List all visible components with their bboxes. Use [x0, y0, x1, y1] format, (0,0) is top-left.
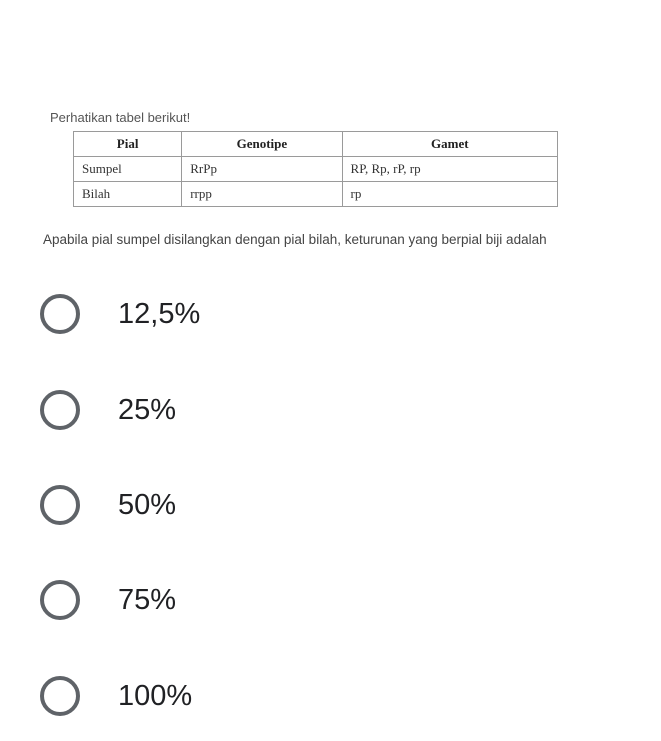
question-intro: Perhatikan tabel berikut!: [50, 110, 191, 125]
option-3[interactable]: [40, 477, 600, 533]
option-label: 50%: [118, 488, 177, 521]
option-4[interactable]: [40, 572, 600, 628]
table-header-gamet: Gamet: [342, 132, 557, 157]
option-label: 25%: [118, 393, 177, 426]
radio-button[interactable]: [40, 580, 80, 620]
option-5[interactable]: [40, 668, 600, 724]
option-2[interactable]: [40, 382, 600, 438]
table-cell: RP, Rp, rP, rp: [342, 157, 557, 182]
option-1[interactable]: [40, 286, 600, 342]
table-cell: RrPp: [182, 157, 342, 182]
radio-button[interactable]: [40, 485, 80, 525]
table-header-row: [74, 132, 558, 157]
option-label: 12,5%: [118, 297, 201, 330]
radio-button[interactable]: [40, 390, 80, 430]
table-row: [74, 157, 558, 182]
table-cell: Sumpel: [74, 157, 182, 182]
genetics-table: [73, 131, 558, 207]
radio-button[interactable]: [40, 294, 80, 334]
table-row: [74, 182, 558, 207]
table-cell: rrpp: [182, 182, 342, 207]
question-text: Apabila pial sumpel disilangkan dengan pial bilah, keturunan yang berpial biji adalah: [43, 232, 547, 247]
radio-button[interactable]: [40, 676, 80, 716]
table-header-genotipe: Genotipe: [182, 132, 342, 157]
option-label: 100%: [118, 679, 193, 712]
table-cell: Bilah: [74, 182, 182, 207]
option-label: 75%: [118, 583, 177, 616]
table-cell: rp: [342, 182, 557, 207]
table-header-pial: Pial: [74, 132, 182, 157]
question-image: [0, 0, 661, 260]
